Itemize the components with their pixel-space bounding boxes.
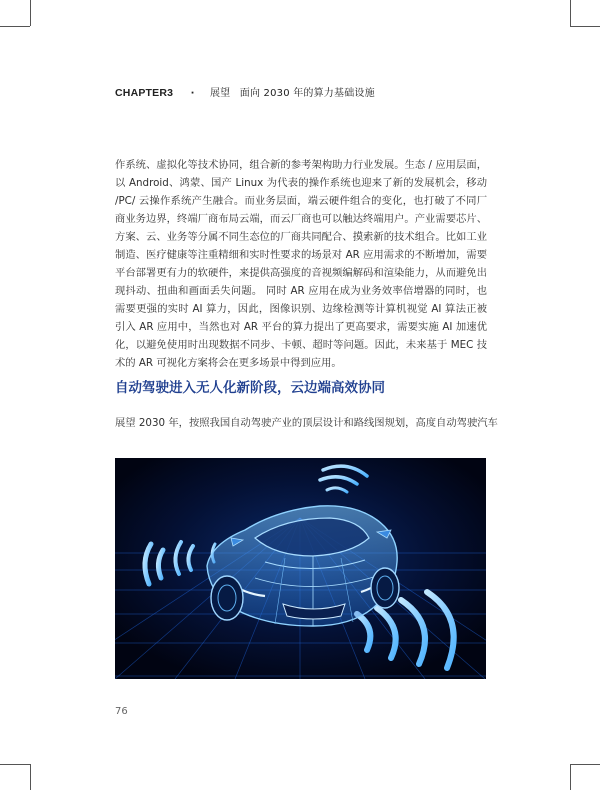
crop-mark-top-left-h [0,26,30,27]
header-separator: · [190,88,195,99]
section-title: 自动驾驶进入无人化新阶段，云边端高效协同 [115,380,385,396]
crop-mark-top-right-h [570,26,600,27]
body-paragraph: 作系统、虚拟化等技术协同，组合新的参考架构助力行业发展。生态 / 应用层面，以 Android、鸿蒙、国产 Linux 为代表的操作系统也迎来了新的发展机会，移动 /PC/ 云操作系统产生融合。而业务层面，端云硬件组合的变化，也打破了不同厂商业务边界，终端厂商布局云端，而云厂商也可以触达终端用户。产业需要芯片、方案、云、业务等分属不同生态位的厂商共同配合、摸索新的技术组合。比如工业制造、医疗健康等注重精细和实时性要求的场景对 AR 应用需求的不断增加，需要平台部署更有力的软硬件，来提供高强度的音视频编解码和渲染能力，从而避免出现抖动、扭曲和画面丢失问题。 同时 AR 应用在成为业务效率倍增器的同时，也需要更强的实时 AI 算力，因此，图像识别、边缘检测等计算机视觉 AI 算法正被引入 AR 应用中，当然也对 AR 平台的算力提出了更高要求，需要实施 AI 加速优化，以避免使用时出现数据不同步、卡顿、超时等问题。因此，未来基于 MEC 技术的 AR 可视化方案将会在更多场景中得到应用。 [115,159,487,369]
chapter-label: CHAPTER3 [115,87,174,99]
crop-mark-bottom-left-h [0,764,30,765]
crop-mark-top-left-v [30,0,31,26]
crop-mark-bottom-right-h [570,764,600,765]
running-header [115,84,375,99]
wireframe-car-illustration [115,458,486,679]
page-number: 76 [115,706,128,717]
crop-mark-top-right-v [570,0,571,26]
autonomous-car-figure [115,458,486,679]
intro-paragraph: 展望 2030 年，按照我国自动驾驶产业的顶层设计和路线图规划，高度自动驾驶汽车 [115,417,498,429]
header-section: 展望 [209,88,231,99]
crop-mark-bottom-left-v [30,764,31,790]
header-title: 面向 2030 年的算力基础设施 [239,88,375,99]
crop-mark-bottom-right-v [570,764,571,790]
